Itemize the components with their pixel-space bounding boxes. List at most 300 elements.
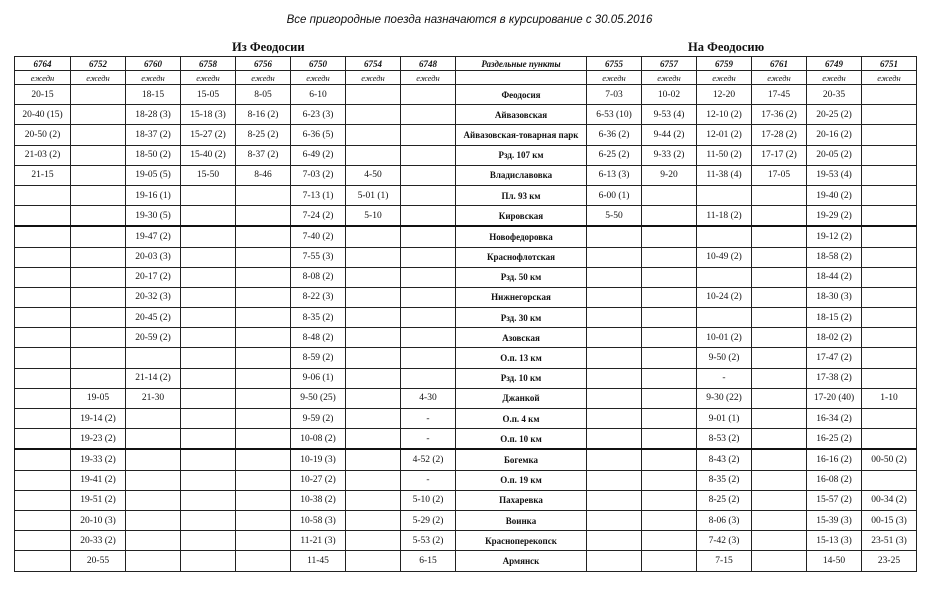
time-cell: ежедн	[291, 71, 346, 85]
time-cell: 9-20	[642, 165, 697, 185]
time-cell	[236, 206, 291, 227]
time-cell	[752, 368, 807, 388]
time-cell: 8-59 (2)	[291, 348, 346, 368]
time-cell: 17-05	[752, 165, 807, 185]
time-cell: 9-44 (2)	[642, 125, 697, 145]
time-cell: 11-38 (4)	[697, 165, 752, 185]
time-cell	[346, 85, 401, 105]
time-cell	[126, 490, 181, 510]
time-cell: ежедн	[807, 71, 862, 85]
time-cell: 6-53 (10)	[587, 105, 642, 125]
time-cell: 16-16 (2)	[807, 449, 862, 470]
time-cell: 6760	[126, 57, 181, 71]
time-cell: 11-21 (3)	[291, 531, 346, 551]
time-cell	[587, 551, 642, 571]
station-name: Пахаревка	[456, 490, 587, 510]
time-cell: ежедн	[862, 71, 917, 85]
time-cell	[71, 247, 126, 267]
time-cell: 5-29 (2)	[401, 510, 456, 530]
frequency-row	[15, 71, 917, 85]
time-cell: 10-19 (3)	[291, 449, 346, 470]
time-cell	[862, 185, 917, 205]
time-cell	[181, 308, 236, 328]
time-cell	[236, 287, 291, 307]
time-cell: ежедн	[15, 71, 71, 85]
time-cell: 18-37 (2)	[126, 125, 181, 145]
schedule-notice: Все пригородные поезда назначаются в курсирование с 30.05.2016	[286, 14, 653, 26]
time-cell	[346, 429, 401, 450]
station-name: Нижнегорская	[456, 287, 587, 307]
time-cell	[346, 145, 401, 165]
time-cell	[862, 105, 917, 125]
time-cell: 20-32 (3)	[126, 287, 181, 307]
time-cell	[236, 185, 291, 205]
time-cell: 6757	[642, 57, 697, 71]
time-cell	[126, 551, 181, 571]
table-row	[15, 247, 917, 267]
table-row	[15, 206, 917, 227]
time-cell	[71, 105, 126, 125]
station-name: Кировская	[456, 206, 587, 227]
time-cell: 17-47 (2)	[807, 348, 862, 368]
time-cell	[346, 125, 401, 145]
station-name: О.п. 4 км	[456, 409, 587, 429]
time-cell	[642, 409, 697, 429]
station-name: Феодосия	[456, 85, 587, 105]
time-cell: 9-33 (2)	[642, 145, 697, 165]
time-cell: 6759	[697, 57, 752, 71]
time-cell: 6755	[587, 57, 642, 71]
time-cell	[401, 85, 456, 105]
time-cell: 17-28 (2)	[752, 125, 807, 145]
time-cell: 17-38 (2)	[807, 368, 862, 388]
time-cell: 4-30	[401, 388, 456, 408]
time-cell	[346, 388, 401, 408]
time-cell	[15, 531, 71, 551]
station-name: Армянск	[456, 551, 587, 571]
time-cell	[752, 470, 807, 490]
station-name: Владиславовка	[456, 165, 587, 185]
station-name: Раздельные пункты	[456, 57, 587, 71]
time-cell	[587, 490, 642, 510]
time-cell	[752, 429, 807, 450]
time-cell	[587, 226, 642, 247]
time-cell	[346, 105, 401, 125]
time-cell	[346, 368, 401, 388]
time-cell: 12-01 (2)	[697, 125, 752, 145]
time-cell	[346, 490, 401, 510]
time-cell: 10-02	[642, 85, 697, 105]
time-cell	[15, 429, 71, 450]
time-cell	[401, 145, 456, 165]
time-cell	[642, 551, 697, 571]
time-cell: 7-24 (2)	[291, 206, 346, 227]
time-cell: 7-42 (3)	[697, 531, 752, 551]
time-cell	[587, 328, 642, 348]
time-cell: 20-55	[71, 551, 126, 571]
time-cell	[181, 388, 236, 408]
time-cell: 10-01 (2)	[697, 328, 752, 348]
time-cell: 20-33 (2)	[71, 531, 126, 551]
time-cell	[71, 206, 126, 227]
time-cell	[587, 409, 642, 429]
time-cell: 6-13 (3)	[587, 165, 642, 185]
time-cell: 17-20 (40)	[807, 388, 862, 408]
time-cell: 5-10 (2)	[401, 490, 456, 510]
time-cell: ежедн	[236, 71, 291, 85]
time-cell	[181, 328, 236, 348]
time-cell: ежедн	[587, 71, 642, 85]
time-cell: 8-46	[236, 165, 291, 185]
time-cell	[642, 348, 697, 368]
time-cell: 16-08 (2)	[807, 470, 862, 490]
time-cell: 5-10	[346, 206, 401, 227]
time-cell	[862, 145, 917, 165]
time-cell: 17-45	[752, 85, 807, 105]
time-cell: 6749	[807, 57, 862, 71]
time-cell	[642, 490, 697, 510]
table-row	[15, 85, 917, 105]
time-cell: 11-50 (2)	[697, 145, 752, 165]
time-cell	[236, 328, 291, 348]
table-row	[15, 226, 917, 247]
time-cell: 11-45	[291, 551, 346, 571]
time-cell	[71, 125, 126, 145]
time-cell: 10-08 (2)	[291, 429, 346, 450]
time-cell: 20-15	[15, 85, 71, 105]
time-cell	[15, 247, 71, 267]
time-cell	[236, 308, 291, 328]
time-cell: 20-05 (2)	[807, 145, 862, 165]
time-cell	[862, 429, 917, 450]
time-cell	[752, 206, 807, 227]
time-cell: 7-13 (1)	[291, 185, 346, 205]
station-name: Пл. 93 км	[456, 185, 587, 205]
time-cell: ежедн	[181, 71, 236, 85]
table-row	[15, 388, 917, 408]
time-cell	[181, 490, 236, 510]
time-cell	[752, 409, 807, 429]
time-cell	[587, 368, 642, 388]
time-cell	[181, 226, 236, 247]
time-cell	[181, 510, 236, 530]
time-cell	[587, 348, 642, 368]
time-cell	[126, 429, 181, 450]
time-cell	[236, 470, 291, 490]
time-cell: 18-30 (3)	[807, 287, 862, 307]
time-cell	[401, 308, 456, 328]
time-cell	[15, 287, 71, 307]
time-cell: 19-14 (2)	[71, 409, 126, 429]
time-cell: 6751	[862, 57, 917, 71]
time-cell	[587, 287, 642, 307]
time-cell	[401, 348, 456, 368]
time-cell	[71, 368, 126, 388]
time-cell: 8-35 (2)	[291, 308, 346, 328]
time-cell: ежедн	[126, 71, 181, 85]
time-cell	[236, 368, 291, 388]
time-cell	[71, 308, 126, 328]
time-cell: ежедн	[642, 71, 697, 85]
time-cell: ежедн	[346, 71, 401, 85]
table-row	[15, 185, 917, 205]
time-cell: 6-10	[291, 85, 346, 105]
time-cell: ежедн	[71, 71, 126, 85]
time-cell	[15, 226, 71, 247]
table-row	[15, 287, 917, 307]
time-cell: 7-55 (3)	[291, 247, 346, 267]
table-row	[15, 125, 917, 145]
time-cell	[71, 267, 126, 287]
time-cell	[752, 348, 807, 368]
time-cell	[862, 287, 917, 307]
time-cell: 15-57 (2)	[807, 490, 862, 510]
time-cell: 15-27 (2)	[181, 125, 236, 145]
time-cell	[236, 267, 291, 287]
time-cell: 10-58 (3)	[291, 510, 346, 530]
time-cell: 20-16 (2)	[807, 125, 862, 145]
time-cell	[862, 125, 917, 145]
station-name: Красноперекопск	[456, 531, 587, 551]
time-cell	[346, 287, 401, 307]
time-cell: 19-53 (4)	[807, 165, 862, 185]
time-cell: 6748	[401, 57, 456, 71]
time-cell: 5-53 (2)	[401, 531, 456, 551]
time-cell	[642, 470, 697, 490]
time-cell: 19-23 (2)	[71, 429, 126, 450]
time-cell	[346, 267, 401, 287]
time-cell: 19-33 (2)	[71, 449, 126, 470]
time-cell: 20-40 (15)	[15, 105, 71, 125]
time-cell	[752, 247, 807, 267]
time-cell: -	[697, 368, 752, 388]
time-cell	[346, 247, 401, 267]
table-row	[15, 470, 917, 490]
time-cell: 19-40 (2)	[807, 185, 862, 205]
time-cell: 12-20	[697, 85, 752, 105]
time-cell: 6-00 (1)	[587, 185, 642, 205]
time-cell	[15, 308, 71, 328]
time-cell	[236, 510, 291, 530]
time-cell: 19-30 (5)	[126, 206, 181, 227]
time-cell	[15, 470, 71, 490]
time-cell: 6756	[236, 57, 291, 71]
time-cell: 5-50	[587, 206, 642, 227]
table-row	[15, 510, 917, 530]
time-cell	[236, 388, 291, 408]
time-cell: ежедн	[752, 71, 807, 85]
time-cell: 6758	[181, 57, 236, 71]
time-cell: 8-35 (2)	[697, 470, 752, 490]
time-cell	[15, 267, 71, 287]
time-cell	[752, 328, 807, 348]
time-cell: 19-47 (2)	[126, 226, 181, 247]
time-cell: 10-49 (2)	[697, 247, 752, 267]
station-name: Воинка	[456, 510, 587, 530]
time-cell: 17-36 (2)	[752, 105, 807, 125]
time-cell: 18-02 (2)	[807, 328, 862, 348]
time-cell: 18-28 (3)	[126, 105, 181, 125]
time-cell	[697, 226, 752, 247]
time-cell: 15-13 (3)	[807, 531, 862, 551]
time-cell: 20-03 (3)	[126, 247, 181, 267]
time-cell	[752, 226, 807, 247]
time-cell: 8-16 (2)	[236, 105, 291, 125]
table-row	[15, 308, 917, 328]
time-cell: 15-05	[181, 85, 236, 105]
time-cell: 15-39 (3)	[807, 510, 862, 530]
time-cell	[15, 449, 71, 470]
time-cell: 21-03 (2)	[15, 145, 71, 165]
table-row	[15, 165, 917, 185]
time-cell	[346, 551, 401, 571]
table-row	[15, 328, 917, 348]
station-name: О.п. 19 км	[456, 470, 587, 490]
time-cell: 6761	[752, 57, 807, 71]
time-cell	[181, 368, 236, 388]
time-cell	[71, 145, 126, 165]
time-cell	[401, 328, 456, 348]
time-cell	[642, 429, 697, 450]
time-cell	[346, 470, 401, 490]
time-cell	[346, 531, 401, 551]
time-cell	[752, 510, 807, 530]
time-cell	[181, 409, 236, 429]
time-cell: 20-45 (2)	[126, 308, 181, 328]
table-row	[15, 429, 917, 450]
time-cell	[862, 165, 917, 185]
time-cell	[752, 308, 807, 328]
time-cell	[236, 247, 291, 267]
time-cell	[642, 185, 697, 205]
time-cell	[862, 85, 917, 105]
table-row	[15, 531, 917, 551]
time-cell	[642, 247, 697, 267]
table-row	[15, 449, 917, 470]
time-cell	[642, 510, 697, 530]
time-cell	[236, 551, 291, 571]
time-cell	[15, 409, 71, 429]
time-cell: 10-27 (2)	[291, 470, 346, 490]
table-row	[15, 490, 917, 510]
time-cell: 16-34 (2)	[807, 409, 862, 429]
time-cell	[862, 267, 917, 287]
time-cell	[15, 551, 71, 571]
station-name: Рзд. 50 км	[456, 267, 587, 287]
time-cell	[181, 287, 236, 307]
time-cell: 20-35	[807, 85, 862, 105]
time-cell	[752, 388, 807, 408]
time-cell	[862, 368, 917, 388]
table-row	[15, 267, 917, 287]
station-name: Краснофлотская	[456, 247, 587, 267]
time-cell	[587, 510, 642, 530]
time-cell: 19-29 (2)	[807, 206, 862, 227]
time-cell	[181, 185, 236, 205]
time-cell: 20-17 (2)	[126, 267, 181, 287]
time-cell	[587, 531, 642, 551]
time-cell	[401, 165, 456, 185]
time-cell	[346, 226, 401, 247]
time-cell	[587, 308, 642, 328]
time-cell: 17-17 (2)	[752, 145, 807, 165]
station-name: Айвазовская	[456, 105, 587, 125]
time-cell	[236, 409, 291, 429]
time-cell: 19-05	[71, 388, 126, 408]
time-cell: ежедн	[697, 71, 752, 85]
time-cell	[71, 328, 126, 348]
time-cell	[346, 348, 401, 368]
time-cell: 8-43 (2)	[697, 449, 752, 470]
time-cell: 18-15	[126, 85, 181, 105]
time-cell	[752, 531, 807, 551]
time-cell: 18-50 (2)	[126, 145, 181, 165]
time-cell: 9-59 (2)	[291, 409, 346, 429]
time-cell: 9-01 (1)	[697, 409, 752, 429]
time-cell	[401, 125, 456, 145]
direction-from-feodosia: Из Феодосии	[232, 40, 305, 54]
time-cell: 20-25 (2)	[807, 105, 862, 125]
time-cell: 15-50	[181, 165, 236, 185]
time-cell: 8-22 (3)	[291, 287, 346, 307]
time-cell: 7-03	[587, 85, 642, 105]
time-cell	[587, 470, 642, 490]
station-name: Рзд. 107 км	[456, 145, 587, 165]
time-cell	[752, 551, 807, 571]
time-cell	[15, 185, 71, 205]
time-cell	[752, 185, 807, 205]
time-cell	[642, 226, 697, 247]
station-name: О.п. 10 км	[456, 429, 587, 450]
time-cell: 8-25 (2)	[236, 125, 291, 145]
time-cell	[697, 267, 752, 287]
time-cell	[401, 287, 456, 307]
time-cell: 6750	[291, 57, 346, 71]
time-cell: -	[401, 470, 456, 490]
time-cell	[401, 185, 456, 205]
time-cell: 10-38 (2)	[291, 490, 346, 510]
time-cell	[401, 105, 456, 125]
time-cell: 8-06 (3)	[697, 510, 752, 530]
time-cell: 8-48 (2)	[291, 328, 346, 348]
time-cell: -	[401, 409, 456, 429]
time-cell	[181, 267, 236, 287]
time-cell	[752, 449, 807, 470]
time-cell	[71, 85, 126, 105]
time-cell	[642, 308, 697, 328]
time-cell	[236, 449, 291, 470]
station-name: О.п. 13 км	[456, 348, 587, 368]
time-cell	[587, 247, 642, 267]
time-cell	[15, 490, 71, 510]
time-cell: 18-44 (2)	[807, 267, 862, 287]
time-cell	[181, 449, 236, 470]
time-cell	[181, 531, 236, 551]
time-cell: 4-52 (2)	[401, 449, 456, 470]
time-cell	[15, 206, 71, 227]
time-cell	[71, 185, 126, 205]
time-cell	[236, 429, 291, 450]
time-cell: 11-18 (2)	[697, 206, 752, 227]
time-cell: 23-51 (3)	[862, 531, 917, 551]
time-cell: 5-01 (1)	[346, 185, 401, 205]
table-row	[15, 368, 917, 388]
time-cell: 7-15	[697, 551, 752, 571]
time-cell: 9-53 (4)	[642, 105, 697, 125]
time-cell: -	[401, 429, 456, 450]
time-cell	[181, 551, 236, 571]
time-cell	[71, 287, 126, 307]
